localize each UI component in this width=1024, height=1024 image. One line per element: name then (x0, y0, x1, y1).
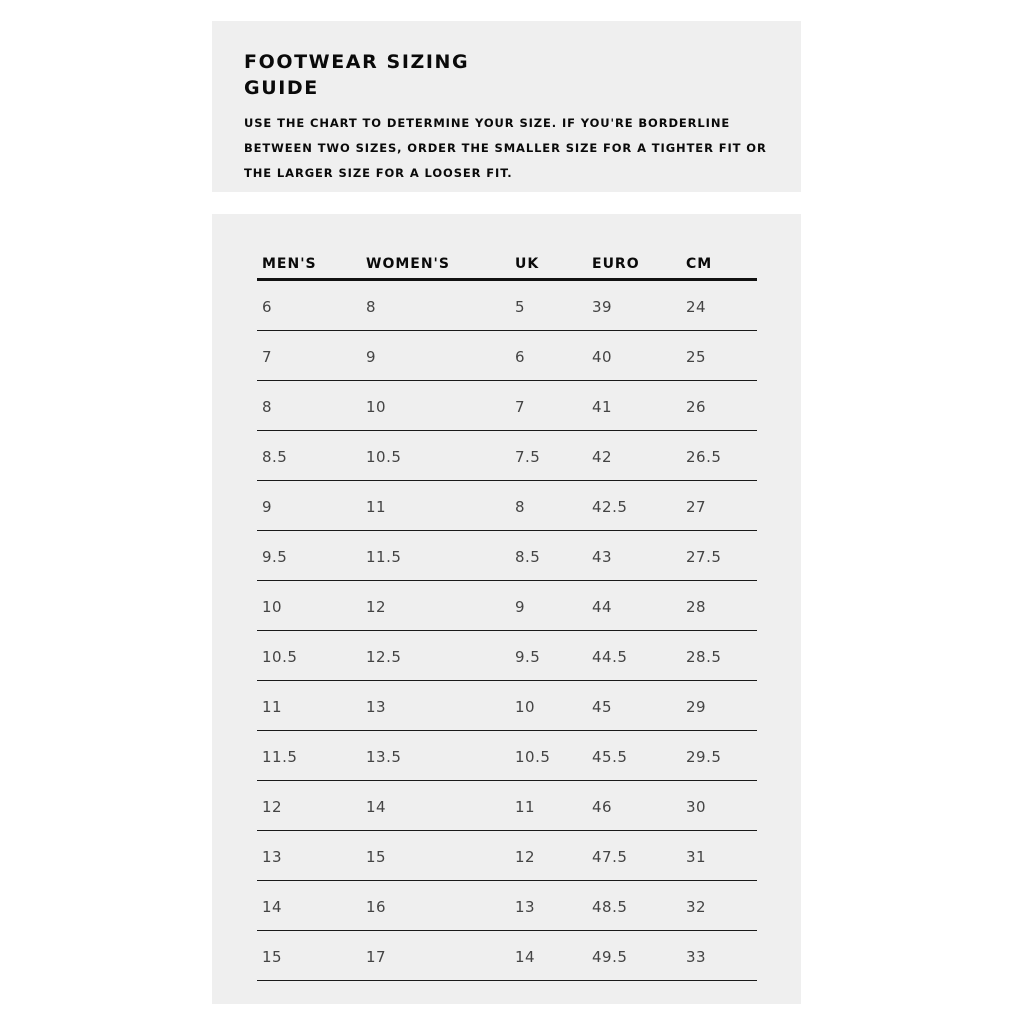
table-row (257, 681, 757, 731)
table-row (257, 531, 757, 581)
column-header-uk: UK (515, 256, 540, 272)
sizing-guide-header (212, 21, 801, 192)
womens-size-cell: 10.5 (366, 447, 402, 466)
page-title: FOOTWEAR SIZING GUIDE (244, 51, 470, 99)
euro-size-cell: 49.5 (592, 947, 628, 966)
womens-size-cell: 10 (366, 397, 387, 416)
cm-size-cell: 31 (686, 847, 707, 866)
euro-size-cell: 42 (592, 447, 613, 466)
table-row (257, 631, 757, 681)
cm-size-cell: 24 (686, 297, 707, 316)
mens-size-cell: 8.5 (262, 447, 288, 466)
mens-size-cell: 10.5 (262, 647, 298, 666)
uk-size-cell: 8 (515, 497, 526, 516)
euro-size-cell: 44 (592, 597, 613, 616)
size-chart-table (257, 244, 757, 981)
womens-size-cell: 16 (366, 897, 387, 916)
column-header-cm: CM (686, 256, 713, 272)
uk-size-cell: 10 (515, 697, 536, 716)
cm-size-cell: 25 (686, 347, 707, 366)
womens-size-cell: 15 (366, 847, 387, 866)
uk-size-cell: 8.5 (515, 547, 541, 566)
euro-size-cell: 45.5 (592, 747, 628, 766)
table-row (257, 931, 757, 981)
mens-size-cell: 15 (262, 947, 283, 966)
cm-size-cell: 27.5 (686, 547, 722, 566)
table-row (257, 431, 757, 481)
uk-size-cell: 13 (515, 897, 536, 916)
womens-size-cell: 12.5 (366, 647, 402, 666)
cm-size-cell: 26 (686, 397, 707, 416)
table-row (257, 331, 757, 381)
euro-size-cell: 40 (592, 347, 613, 366)
column-header-womens: WOMEN'S (366, 256, 450, 272)
euro-size-cell: 45 (592, 697, 613, 716)
uk-size-cell: 5 (515, 297, 526, 316)
cm-size-cell: 29.5 (686, 747, 722, 766)
uk-size-cell: 11 (515, 797, 536, 816)
mens-size-cell: 9 (262, 497, 273, 516)
uk-size-cell: 9.5 (515, 647, 541, 666)
euro-size-cell: 47.5 (592, 847, 628, 866)
cm-size-cell: 27 (686, 497, 707, 516)
mens-size-cell: 7 (262, 347, 273, 366)
womens-size-cell: 13.5 (366, 747, 402, 766)
mens-size-cell: 10 (262, 597, 283, 616)
cm-size-cell: 32 (686, 897, 707, 916)
table-row (257, 581, 757, 631)
cm-size-cell: 28.5 (686, 647, 722, 666)
euro-size-cell: 39 (592, 297, 613, 316)
uk-size-cell: 7 (515, 397, 526, 416)
womens-size-cell: 14 (366, 797, 387, 816)
womens-size-cell: 11.5 (366, 547, 402, 566)
womens-size-cell: 17 (366, 947, 387, 966)
mens-size-cell: 14 (262, 897, 283, 916)
cm-size-cell: 33 (686, 947, 707, 966)
table-header-row (257, 244, 757, 281)
cm-size-cell: 26.5 (686, 447, 722, 466)
table-row (257, 481, 757, 531)
table-row (257, 831, 757, 881)
uk-size-cell: 7.5 (515, 447, 541, 466)
euro-size-cell: 43 (592, 547, 613, 566)
uk-size-cell: 14 (515, 947, 536, 966)
womens-size-cell: 8 (366, 297, 377, 316)
uk-size-cell: 10.5 (515, 747, 551, 766)
mens-size-cell: 11.5 (262, 747, 298, 766)
cm-size-cell: 29 (686, 697, 707, 716)
euro-size-cell: 42.5 (592, 497, 628, 516)
column-header-euro: EURO (592, 256, 640, 272)
euro-size-cell: 41 (592, 397, 613, 416)
euro-size-cell: 44.5 (592, 647, 628, 666)
uk-size-cell: 6 (515, 347, 526, 366)
mens-size-cell: 8 (262, 397, 273, 416)
euro-size-cell: 48.5 (592, 897, 628, 916)
uk-size-cell: 12 (515, 847, 536, 866)
uk-size-cell: 9 (515, 597, 526, 616)
intro-text: USE THE CHART TO DETERMINE YOUR SIZE. IF YOU'RE BORDERLINE BETWEEN TWO SIZES, ORDER THE SMALLER SIZE FOR A TIGHTER FIT OR THE LARGER SIZE FOR A LOOSER FIT. (244, 116, 767, 180)
table-row (257, 881, 757, 931)
womens-size-cell: 11 (366, 497, 387, 516)
table-row (257, 381, 757, 431)
mens-size-cell: 11 (262, 697, 283, 716)
cm-size-cell: 28 (686, 597, 707, 616)
cm-size-cell: 30 (686, 797, 707, 816)
mens-size-cell: 9.5 (262, 547, 288, 566)
mens-size-cell: 13 (262, 847, 283, 866)
column-header-mens: MEN'S (262, 256, 317, 272)
womens-size-cell: 13 (366, 697, 387, 716)
womens-size-cell: 9 (366, 347, 377, 366)
table-row (257, 731, 757, 781)
womens-size-cell: 12 (366, 597, 387, 616)
mens-size-cell: 6 (262, 297, 273, 316)
table-row (257, 281, 757, 331)
mens-size-cell: 12 (262, 797, 283, 816)
euro-size-cell: 46 (592, 797, 613, 816)
size-chart-card (212, 214, 801, 1004)
table-row (257, 781, 757, 831)
